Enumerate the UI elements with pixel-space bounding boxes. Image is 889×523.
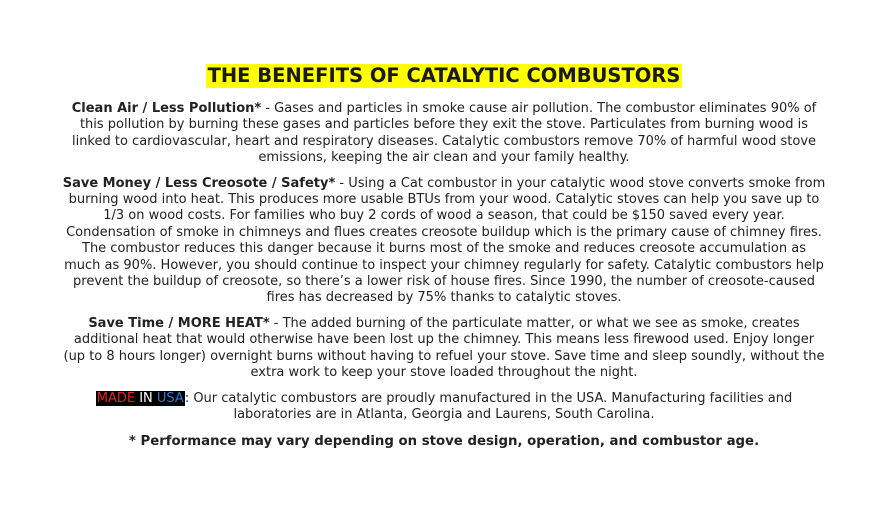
- performance-footnote: * Performance may vary depending on stove design, operation, and combustor age.: [128, 434, 760, 450]
- section-body: - Gases and particles in smoke cause air pollution. The combustor eliminates 90% of this pollution by burning these gases and particles before they exit the stove. Particulates from burning wood is linked to cardiovascular, heart and respiratory diseases. Catalytic combustors remove 70% of harmful wood stove emissions, keeping the air clean and your family healthy.: [71, 101, 817, 166]
- section-lead: Clean Air / Less Pollution*: [71, 101, 262, 116]
- badge-usa: USA: [156, 390, 184, 406]
- section-save-time: [62, 316, 826, 382]
- made-in-usa-badge: [96, 391, 185, 406]
- section-lead: Save Money / Less Creosote / Safety*: [62, 175, 336, 191]
- section-lead: Save Time / MORE HEAT*: [88, 315, 270, 331]
- badge-made: MADE: [96, 390, 136, 406]
- section-body: : Our catalytic combustors are proudly manufactured in the USA. Manufacturing facilities and laboratories are in Atlanta, Georgia and Laurens, South Carolina.: [184, 390, 793, 422]
- benefits-article: [62, 64, 826, 460]
- badge-in: IN: [135, 390, 157, 406]
- section-clean-air: [62, 101, 826, 167]
- title-wrap: [62, 64, 826, 88]
- section-made-in-usa: [62, 391, 826, 424]
- section-body: - Using a Cat combustor in your catalytic wood stove converts smoke from burning wood into heat. This produces more usable BTUs from your wood. Catalytic stoves can help you save up to 1/3 on wood costs. For families who buy 2 cords of wood a season, that could be $150 saved every year. Condensation of smoke in chimneys and flues creates creosote buildup which is the primary cause of chimney fires. The combustor reduces this danger because it burns most of the smoke and reduces creosote accumulation as much as 90%. However, you should continue to inspect your chimney regularly for safety. Catalytic combustors help prevent the buildup of creosote, so there’s a lower risk of house fires. Since 1990, the number of creosote-caused fires has decreased by 75% thanks to catalytic stoves.: [64, 175, 826, 306]
- section-save-money: [62, 176, 826, 307]
- section-body: - The added burning of the particulate matter, or what we see as smoke, creates additional heat that would otherwise have been lost up the chimney. This means less firewood used. Enjoy longer (up to 8 hours longer) overnight burns without having to refuel your stove. Save time and sleep soundly, without the extra work to keep your stove loaded throughout the night.: [63, 315, 825, 381]
- page-title: THE BENEFITS OF CATALYTIC COMBUSTORS: [207, 64, 681, 87]
